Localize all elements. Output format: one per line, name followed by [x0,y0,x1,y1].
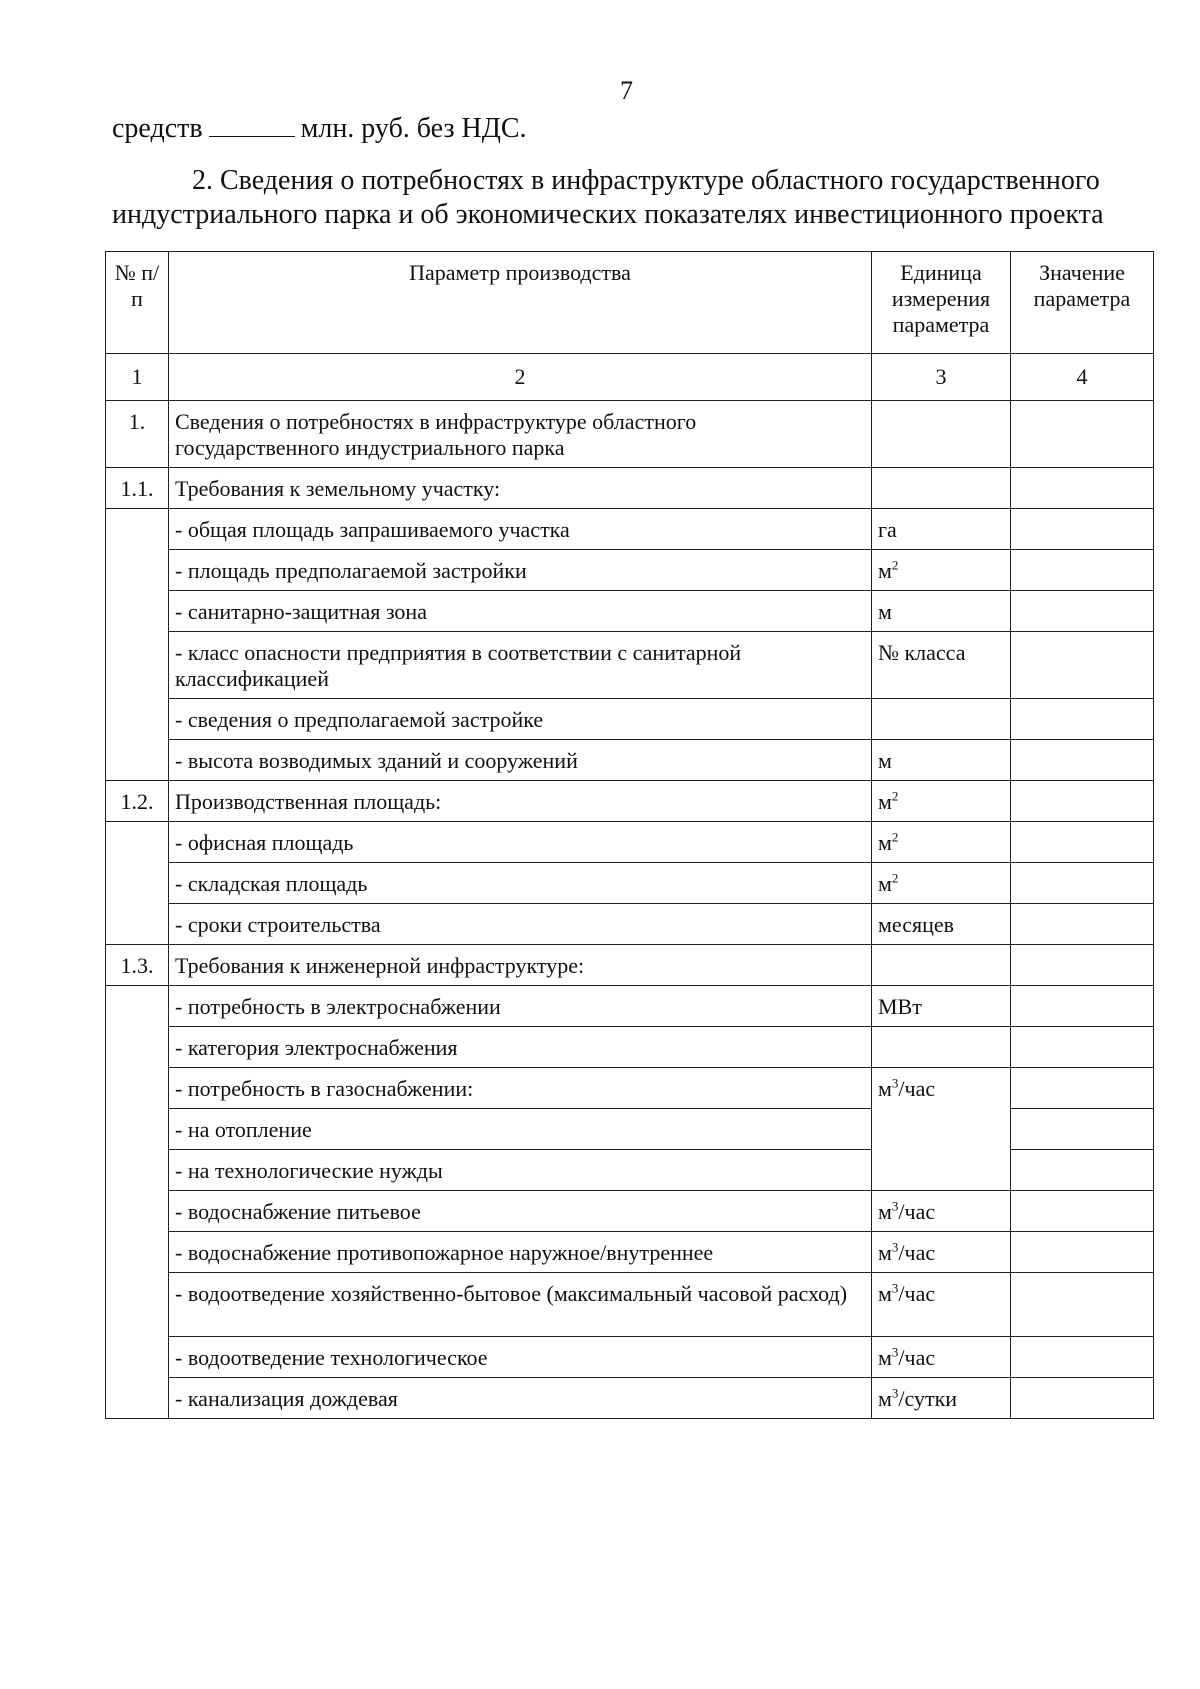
unit-exponent: 3 [891,1239,899,1255]
row-number [106,509,169,781]
table-row [106,632,1154,699]
unit-text: № класса [878,640,966,665]
table-row [106,740,1154,781]
row-parameter: - потребность в газоснабжении: [169,1068,872,1109]
row-parameter: - на отопление [169,1109,872,1150]
row-number: 1. [106,401,169,468]
unit-suffix: /час [898,1199,936,1224]
row-value-field[interactable] [1011,863,1154,904]
table-row [106,822,1154,863]
unit-text: м [878,1240,892,1265]
row-parameter: - водоснабжение противопожарное наружное/внутреннее [169,1232,872,1273]
unit-suffix: /час [898,1076,936,1101]
row-unit [872,1337,1011,1378]
row-value-field[interactable] [1011,904,1154,945]
unit-text: м [878,789,892,814]
row-parameter: - сведения о предполагаемой застройке [169,699,872,740]
row-parameter: - высота возводимых зданий и сооружений [169,740,872,781]
table-row [106,781,1154,822]
column-number: 2 [169,354,872,401]
unit-suffix: /час [898,1281,936,1306]
page-number: 7 [620,76,633,105]
row-value-field[interactable] [1011,781,1154,822]
row-parameter: - водоотведение технологическое [169,1337,872,1378]
table-row [106,986,1154,1027]
table-row [106,863,1154,904]
row-value-field[interactable] [1011,986,1154,1027]
row-unit [872,781,1011,822]
row-unit [872,863,1011,904]
funds-label: средств [112,113,203,144]
row-value-field[interactable] [1011,632,1154,699]
row-number [106,822,169,945]
row-parameter: - водоотведение хозяйственно-бытовое (максимальный часовой расход) [169,1273,872,1337]
row-parameter: - сроки строительства [169,904,872,945]
row-unit [872,822,1011,863]
row-value-field[interactable] [1011,509,1154,550]
funds-unit: млн. руб. без НДС. [300,113,527,144]
unit-exponent: 3 [891,1280,899,1296]
table-row [106,1068,1154,1109]
row-parameter: - площадь предполагаемой застройки [169,550,872,591]
row-value-field[interactable] [1011,1191,1154,1232]
table-row [106,1027,1154,1068]
row-unit [872,1378,1011,1419]
unit-exponent: 3 [891,1385,899,1401]
table-row [106,468,1154,509]
table-row [106,401,1154,468]
table-row [106,1232,1154,1273]
row-parameter: - категория электроснабжения [169,1027,872,1068]
row-value-field[interactable] [1011,1273,1154,1337]
row-unit [872,401,1011,468]
unit-text: месяцев [878,912,955,937]
unit-text: м [878,558,892,583]
header-unit: Единица измерения параметра [872,252,1011,354]
row-parameter: - класс опасности предприятия в соответствии с санитарной классификацией [169,632,872,699]
row-number: 1.3. [106,945,169,986]
unit-exponent: 3 [891,1344,899,1360]
row-value-field[interactable] [1011,550,1154,591]
row-unit [872,1068,1011,1191]
row-value-field[interactable] [1011,1378,1154,1419]
unit-text: м [878,871,892,896]
table-row [106,550,1154,591]
funds-amount-blank[interactable] [209,114,295,137]
row-parameter: Требования к земельному участку: [169,468,872,509]
header-param: Параметр производства [169,252,872,354]
row-parameter: - общая площадь запрашиваемого участка [169,509,872,550]
unit-text: м [878,1386,892,1411]
table-row [106,1273,1154,1337]
section-heading-line-2: индустриального парка и об экономических показателях инвестиционного проекта [112,199,1104,230]
row-value-field[interactable] [1011,1337,1154,1378]
column-number: 1 [106,354,169,401]
row-parameter: Сведения о потребностях в инфраструктуре областного государственного индустриального парка [169,401,872,468]
unit-exponent: 2 [891,829,899,845]
unit-text: м [878,748,892,773]
unit-text: МВт [878,994,922,1019]
row-number [106,986,169,1419]
row-unit [872,740,1011,781]
table-body [106,401,1154,1419]
row-parameter: - санитарно-защитная зона [169,591,872,632]
row-value-field[interactable] [1011,1068,1154,1109]
row-unit [872,1232,1011,1273]
unit-exponent: 2 [891,788,899,804]
row-unit [872,1273,1011,1337]
unit-text: м [878,1345,892,1370]
unit-suffix: /час [898,1240,936,1265]
header-num: № п/п [106,252,169,354]
column-number: 4 [1011,354,1154,401]
row-unit [872,945,1011,986]
unit-suffix: /час [898,1345,936,1370]
column-numbers-row [106,354,1154,401]
row-value-field[interactable] [1011,1027,1154,1068]
unit-text: м [878,1281,892,1306]
table-row [106,699,1154,740]
row-value-field[interactable] [1011,468,1154,509]
row-parameter: Требования к инженерной инфраструктуре: [169,945,872,986]
row-unit [872,1191,1011,1232]
row-unit [872,591,1011,632]
row-unit [872,1027,1011,1068]
row-parameter: - на технологические нужды [169,1150,872,1191]
row-unit [872,509,1011,550]
row-value-field[interactable] [1011,822,1154,863]
section-heading-line-1: 2. Сведения о потребностях в инфраструктуре областного государственного [192,165,1100,196]
row-parameter: - водоснабжение питьевое [169,1191,872,1232]
row-number: 1.1. [106,468,169,509]
unit-exponent: 3 [891,1075,899,1091]
row-value-field[interactable] [1011,591,1154,632]
unit-exponent: 2 [891,557,899,573]
infrastructure-table [105,251,1154,1419]
unit-exponent: 3 [891,1198,899,1214]
row-value-field[interactable] [1011,699,1154,740]
row-unit [872,468,1011,509]
row-value-field[interactable] [1011,1232,1154,1273]
unit-text: м [878,599,892,624]
table-row [106,1191,1154,1232]
table-row [106,904,1154,945]
row-parameter: - складская площадь [169,863,872,904]
row-unit [872,550,1011,591]
unit-text: м [878,830,892,855]
unit-text: м [878,1199,892,1224]
table-row [106,509,1154,550]
column-number: 3 [872,354,1011,401]
header-value: Значение параметра [1011,252,1154,354]
unit-suffix: /сутки [898,1386,958,1411]
funds-line [112,113,527,145]
row-unit [872,699,1011,740]
row-parameter: Производственная площадь: [169,781,872,822]
row-parameter: - офисная площадь [169,822,872,863]
table-row [106,1378,1154,1419]
table-row [106,591,1154,632]
unit-text: м [878,1076,892,1101]
table-row [106,1337,1154,1378]
row-unit [872,632,1011,699]
row-unit [872,986,1011,1027]
row-value-field[interactable] [1011,945,1154,986]
unit-exponent: 2 [891,870,899,886]
row-parameter: - потребность в электроснабжении [169,986,872,1027]
table-header-row [106,252,1154,354]
row-value-field[interactable] [1011,1109,1154,1150]
row-value-field[interactable] [1011,1150,1154,1191]
table-row [106,945,1154,986]
row-value-field[interactable] [1011,740,1154,781]
unit-text: га [878,517,897,542]
row-unit [872,904,1011,945]
row-number: 1.2. [106,781,169,822]
section-heading [112,164,1112,232]
row-parameter: - канализация дождевая [169,1378,872,1419]
row-value-field[interactable] [1011,401,1154,468]
